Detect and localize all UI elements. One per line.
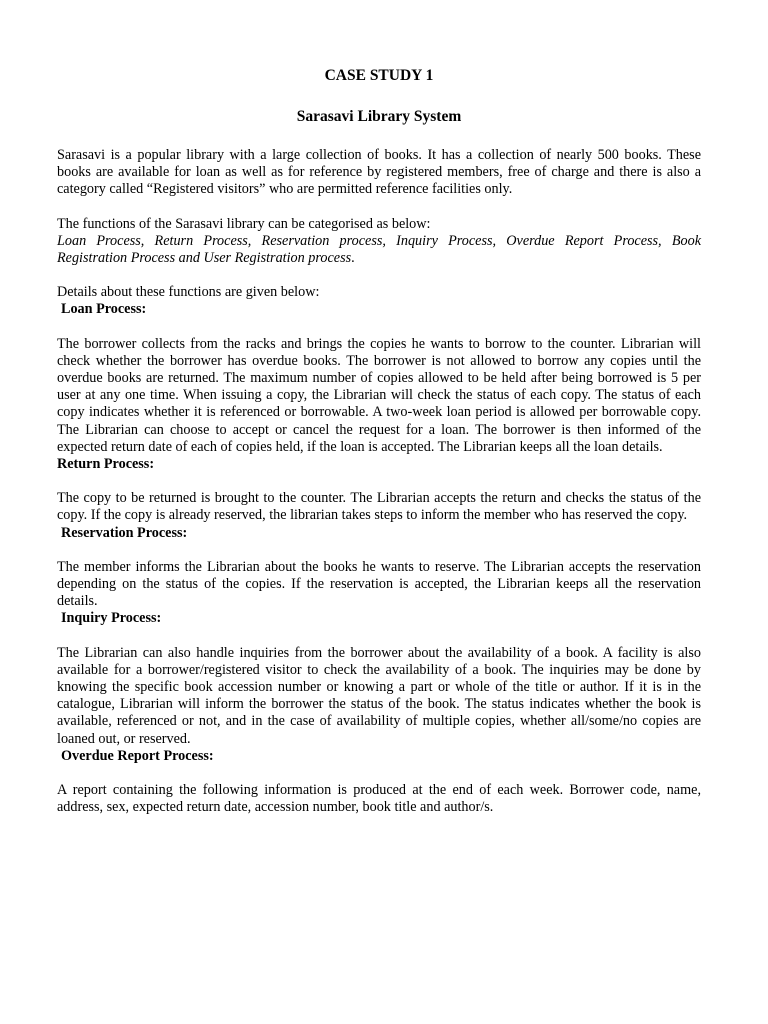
section-heading-overdue: Overdue Report Process: [61,747,214,764]
section-heading-inquiry: Inquiry Process: [61,610,162,627]
functions-list: Loan Process, Return Process, Reservation process, Inquiry Process, Overdue Report Process, Book Registration Process and User Registration process [57,232,701,267]
section-body-loan: The borrower collects from the racks and brings the copies he wants to borrow to the counter. Librarian will check whether the borrower has overdue books. The borrower is not allowed to borrow any copies until the overdue books are returned. The maximum number of copies allowed to be held after being borrowed is 5 per user at any one time. When issuing a copy, the Librarian will check the status of each copy. The status of each copy indicates whether it is referenced or borrowable. A two-week loan period is allowed per borrowable copy. The Librarian can choose to accept or cancel the request for a loan. The borrower is then informed of the expected return date of each of copies held, if the loan is accepted. The Librarian keeps all the loan details. [57,335,701,455]
section-body-return: The copy to be returned is brought to the counter. The Librarian accepts the return and checks the status of the copy. If the copy is already reserved, the librarian takes steps to inform the member who has reserved the copy. [57,490,701,524]
section-body-overdue: A report containing the following information is produced at the end of each week. Borrower code, name, address, sex, expected return date, accession number, book title and author/s. [57,782,701,816]
document-page [57,64,701,817]
intro-paragraph: Sarasavi is a popular library with a large collection of books. It has a collection of nearly 500 books. These books are available for loan as well as for reference by registered members, free of charge and there is also a category called “Registered visitors” who are permitted reference facilities only. [57,147,701,198]
details-intro: Details about these functions are given below: [57,284,320,301]
section-body-reservation: The member informs the Librarian about the books he wants to reserve. The Librarian accepts the reservation depending on the status of the copies. If the reservation is accepted, the Librarian keeps all the reservation details. [57,558,701,610]
section-body-inquiry: The Librarian can also handle inquiries from the borrower about the availability of a book. A facility is also available for a borrower/registered visitor to check the availability of a book. The inquiries may be done by knowing the specific book accession number or knowing a part or whole of the title or author. If it is in the catalogue, Librarian will inform the borrower the status of the book. The status indicates whether the book is available, referenced or not, and in the case of availability of multiple copies, whether all/some/no copies are loaned out, or reserved. [57,644,701,747]
section-heading-return: Return Process: [57,456,155,473]
document-title: CASE STUDY 1 [324,67,434,84]
document-subtitle: Sarasavi Library System [296,108,462,125]
section-heading-reservation: Reservation Process: [61,524,188,541]
functions-list-paragraph [57,233,701,267]
functions-period: . [351,250,355,267]
section-heading-loan: Loan Process: [61,301,147,318]
functions-intro: The functions of the Sarasavi library can be categorised as below: [57,215,431,232]
